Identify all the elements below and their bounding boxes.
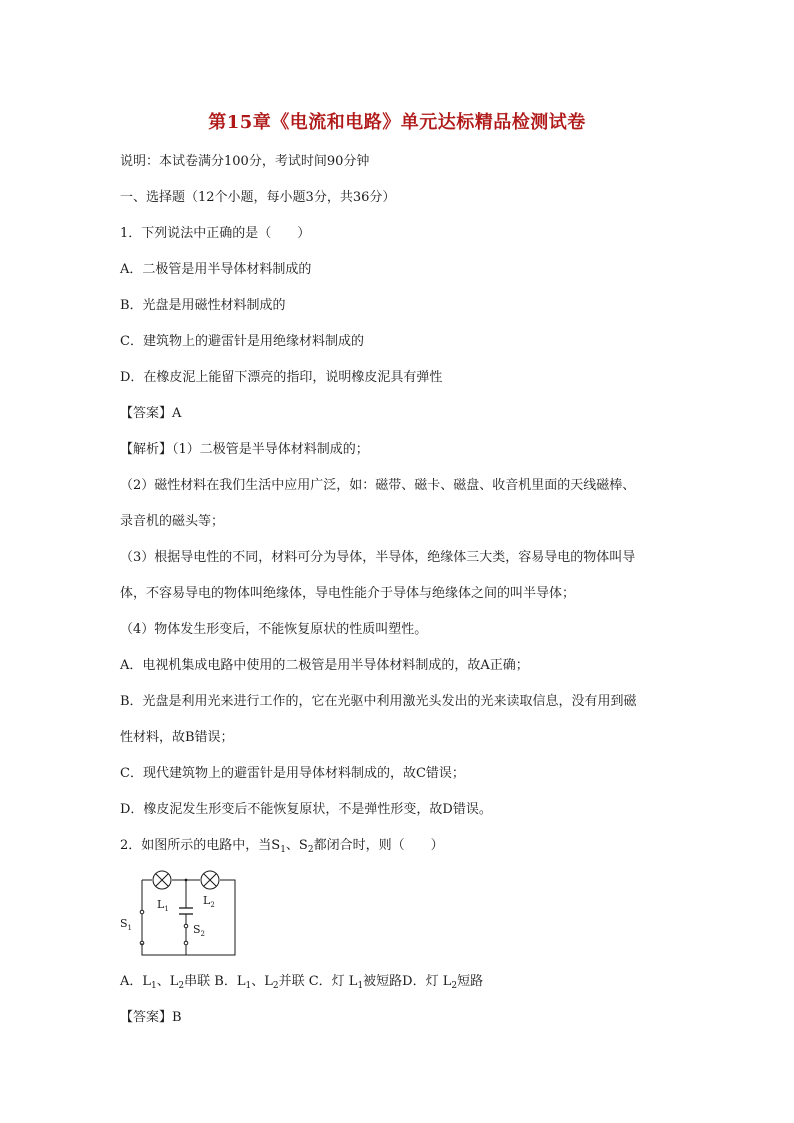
circuit-diagram: [118, 866, 248, 960]
junction-dot: [185, 879, 188, 882]
gap-symbol: [179, 908, 193, 914]
subscript: 1: [357, 981, 364, 991]
label-l2: $L_2$: [203, 894, 215, 909]
lamp-l1: [153, 871, 171, 889]
question-1-option-d: D．在橡皮泥上能留下漂亮的指印，说明橡皮泥具有弹性: [120, 370, 443, 385]
switch-s2: [184, 924, 188, 945]
analysis-line: （3）根据导电性的不同，材料可分为导体，半导体，绝缘体三大类，容易导电的物体叫导: [120, 550, 636, 565]
exam-instructions: 说明：本试卷满分100分，考试时间90分钟: [120, 154, 370, 169]
option-text: 被短路D．灯 L: [363, 974, 452, 989]
lamp-l2: [201, 871, 219, 889]
analysis-line: A．电视机集成电路中使用的二极管是用半导体材料制成的，故A正确；: [120, 658, 529, 673]
analysis-line: （4）物体发生形变后，不能恢复原状的性质叫塑性。: [120, 622, 428, 637]
analysis-line: D．橡皮泥发生形变后不能恢复原状，不是弹性形变，故D错误。: [120, 802, 492, 817]
analysis-line: 录音机的磁头等；: [120, 514, 225, 529]
analysis-line: 【解析】（1）二极管是半导体材料制成的；: [120, 442, 369, 457]
option-text: 串联 B．L: [184, 974, 246, 989]
subscript: 2: [178, 981, 185, 991]
question-2-options: [120, 973, 483, 995]
question-1-option-a: A．二极管是用半导体材料制成的: [120, 262, 312, 277]
question-1-answer: 【答案】A: [120, 406, 182, 421]
section-heading: 一、选择题（12个小题，每小题3分，共36分）: [120, 190, 396, 205]
label-l1: $L_1$: [157, 898, 169, 913]
label-s1: $S_1$: [120, 917, 133, 932]
analysis-line: （2）磁性材料在我们生活中应用广泛，如：磁带、磁卡、磁盘、收音机里面的天线磁棒、: [120, 478, 636, 493]
stem-text: 都闭合时，则（ ）: [313, 838, 444, 853]
stem-text: 、S: [285, 838, 308, 853]
question-1-option-b: B．光盘是用磁性材料制成的: [120, 298, 286, 313]
switch-s1: [140, 910, 144, 945]
analysis-line: C．现代建筑物上的避雷针是用导体材料制成的，故C错误；: [120, 766, 465, 781]
stem-text: 2．如图所示的电路中，当S: [120, 838, 281, 853]
option-text: 、L: [251, 974, 273, 989]
analysis-line: 体，不容易导电的物体叫绝缘体，导电性能介于导体与绝缘体之间的叫半导体；: [120, 586, 576, 601]
wire: [142, 880, 235, 955]
question-2-stem: [120, 837, 444, 859]
subscript: 2: [451, 981, 458, 991]
label-s2: $S_2$: [193, 923, 206, 938]
option-text: 、L: [156, 974, 179, 989]
subscript: 1: [280, 845, 286, 855]
analysis-line: B．光盘是利用光来进行工作的，它在光驱中利用激光头发出的光来读取信息，没有用到磁: [120, 694, 637, 709]
option-text: 短路: [457, 974, 484, 989]
question-1-option-c: C．建筑物上的避雷针是用绝缘材料制成的: [120, 334, 364, 349]
question-1-stem: 1．下列说法中正确的是（ ）: [120, 226, 311, 241]
subscript: 2: [307, 845, 314, 855]
option-text: A．L: [120, 974, 152, 989]
analysis-line: 性材料，故B错误；: [120, 730, 234, 745]
subscript: 2: [272, 981, 279, 991]
option-text: 并联 C．灯 L: [278, 974, 358, 989]
document-title: 第15章《电流和电路》单元达标精品检测试卷: [208, 112, 586, 133]
question-2-answer: 【答案】B: [120, 1010, 182, 1025]
subscript: 1: [245, 981, 252, 991]
subscript: 1: [151, 981, 157, 991]
